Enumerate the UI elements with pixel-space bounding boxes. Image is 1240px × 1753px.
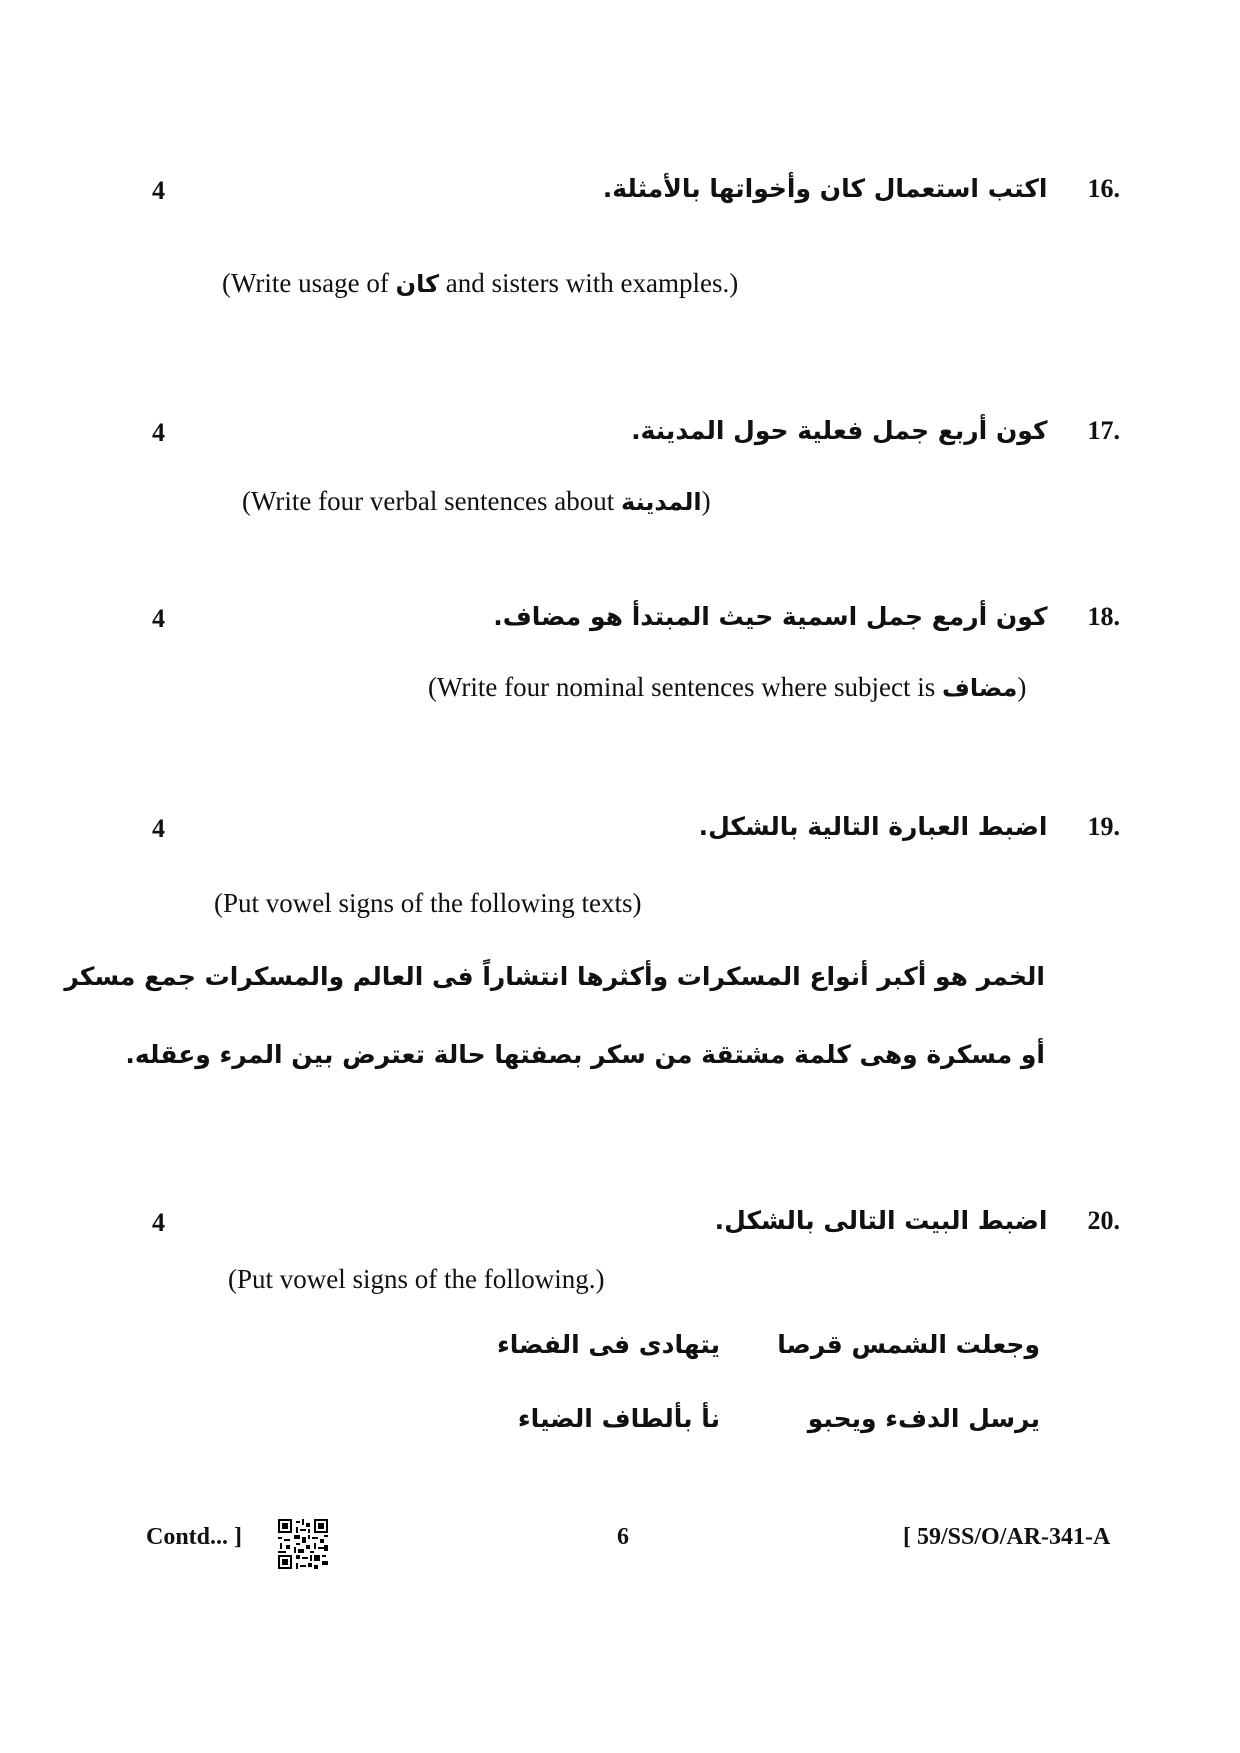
q16-english-part1: (Write usage of [222,268,389,298]
q17-english-part1: (Write four verbal sentences about [242,486,615,516]
verse-line2-first-hemistich: يرسل الدفء ويحبو [807,1404,1040,1433]
q16-english-part2: and sisters with examples.) [445,268,739,298]
verse-line1-second-hemistich: يتهادى فى الفضاء [496,1330,720,1359]
q20-marks: 4 [152,1208,165,1237]
q18-arabic-text: كون أرمع جمل اسمية حيث المبتدأ هو مضاف. [493,602,1048,631]
q19-marks: 4 [152,814,165,843]
page-number: 6 [617,1524,629,1550]
q18-english-part1: (Write four nominal sentences where subject is [428,672,936,702]
q20-number: 20. [1087,1206,1120,1235]
verse-line1-first-hemistich: وجعلت الشمس قرصا [777,1330,1040,1359]
verse-line2-second-hemistich: نأ بألطاف الضياء [517,1404,720,1433]
q20-arabic-text: اضبط البيت التالى بالشكل. [714,1206,1048,1235]
q18-english-part2: ) [1017,672,1027,702]
q17-english-part2: ) [701,486,711,516]
q17-number: 17. [1087,416,1120,445]
contd-label: Contd... ] [146,1524,243,1550]
q19-heading [0,812,1120,842]
q19-paragraph-line2: أو مسكرة وهى كلمة مشتقة من سكر بصفتها حالة تعترض بين المرء وعقله. [125,1040,1045,1069]
q19-english: (Put vowel signs of the following texts) [214,888,642,918]
paper-code: [ 59/SS/O/AR-341-A [903,1524,1111,1550]
q17-heading [0,416,1120,446]
q18-english-arabic: مضاف [942,674,1018,702]
q17-arabic-text: كون أربع جمل فعلية حول المدينة. [631,416,1048,445]
q20-english: (Put vowel signs of the following.) [228,1264,605,1294]
qr-code-icon [278,1519,328,1569]
q19-number: 19. [1087,812,1120,841]
q16-heading [0,174,1120,204]
q16-marks: 4 [152,176,165,205]
q20-heading [0,1206,1120,1236]
q16-english [222,268,738,299]
q18-english [428,672,1026,703]
q19-arabic-text: اضبط العبارة التالية بالشكل. [698,812,1048,841]
q18-marks: 4 [152,604,165,633]
q18-number: 18. [1087,602,1120,631]
q18-heading [0,602,1120,632]
q16-english-arabic: كان [395,270,440,298]
q16-number: 16. [1087,174,1120,203]
q19-paragraph-line1: الخمر هو أكبر أنواع المسكرات وأكثرها انتشاراً فى العالم والمسكرات جمع مسكر [64,962,1045,991]
q17-english [242,486,711,517]
q16-arabic-text: اكتب استعمال كان وأخواتها بالأمثلة. [602,174,1048,203]
q17-marks: 4 [152,418,165,447]
q17-english-arabic: المدينة [621,488,702,516]
